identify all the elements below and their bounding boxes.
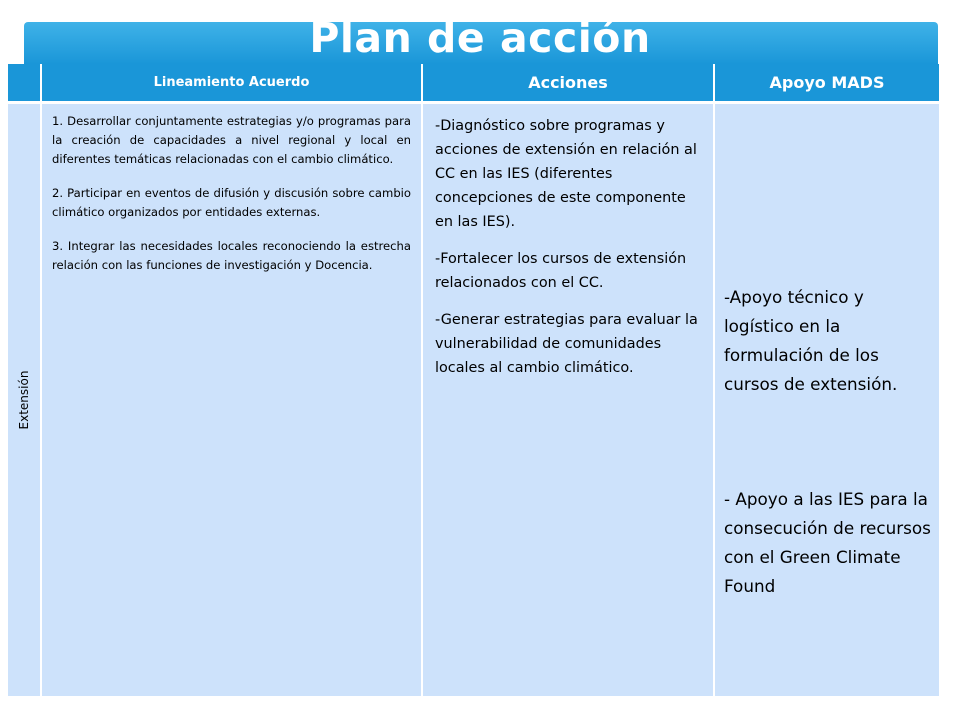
acciones-cell — [422, 103, 714, 697]
accion-item: -Generar estrategias para evaluar la vulnerabilidad de comunidades locales al cambio climático. — [435, 312, 698, 376]
lineamiento-item: 2. Participar en eventos de difusión y discusión sobre cambio climático organizados por entidades externas. — [52, 186, 411, 219]
apoyo-item: -Apoyo técnico y logístico en la formulación de los cursos de extensión. — [724, 287, 898, 394]
header-lineamiento: Lineamiento Acuerdo — [41, 64, 422, 103]
lineamiento-cell — [41, 103, 422, 697]
apoyo-item: - Apoyo a las IES para la consecución de recursos con el Green Climate Found — [724, 489, 931, 596]
table-row — [8, 103, 939, 697]
row-label-cell — [8, 103, 41, 697]
lineamiento-item: 3. Integrar las necesidades locales reconociendo la estrecha relación con las funciones de investigación y Docencia. — [52, 239, 411, 272]
accion-item: -Fortalecer los cursos de extensión relacionados con el CC. — [435, 251, 687, 291]
header-acciones: Acciones — [422, 64, 714, 103]
header-apoyo: Apoyo MADS — [714, 64, 939, 103]
header-row — [8, 64, 939, 103]
lineamiento-item: 1. Desarrollar conjuntamente estrategias y/o programas para la creación de capacidades a nivel regional y local en diferentes temáticas relacionadas con el cambio climático. — [52, 114, 411, 166]
accion-item: -Diagnóstico sobre programas y acciones de extensión en relación al CC en las IES (diferentes concepciones de este componente en las IES). — [435, 118, 697, 230]
header-corner — [8, 64, 41, 103]
apoyo-cell — [714, 103, 939, 697]
action-plan-table — [8, 64, 939, 696]
row-label: Extensión — [17, 370, 31, 430]
page-title: Plan de acción — [309, 14, 651, 62]
